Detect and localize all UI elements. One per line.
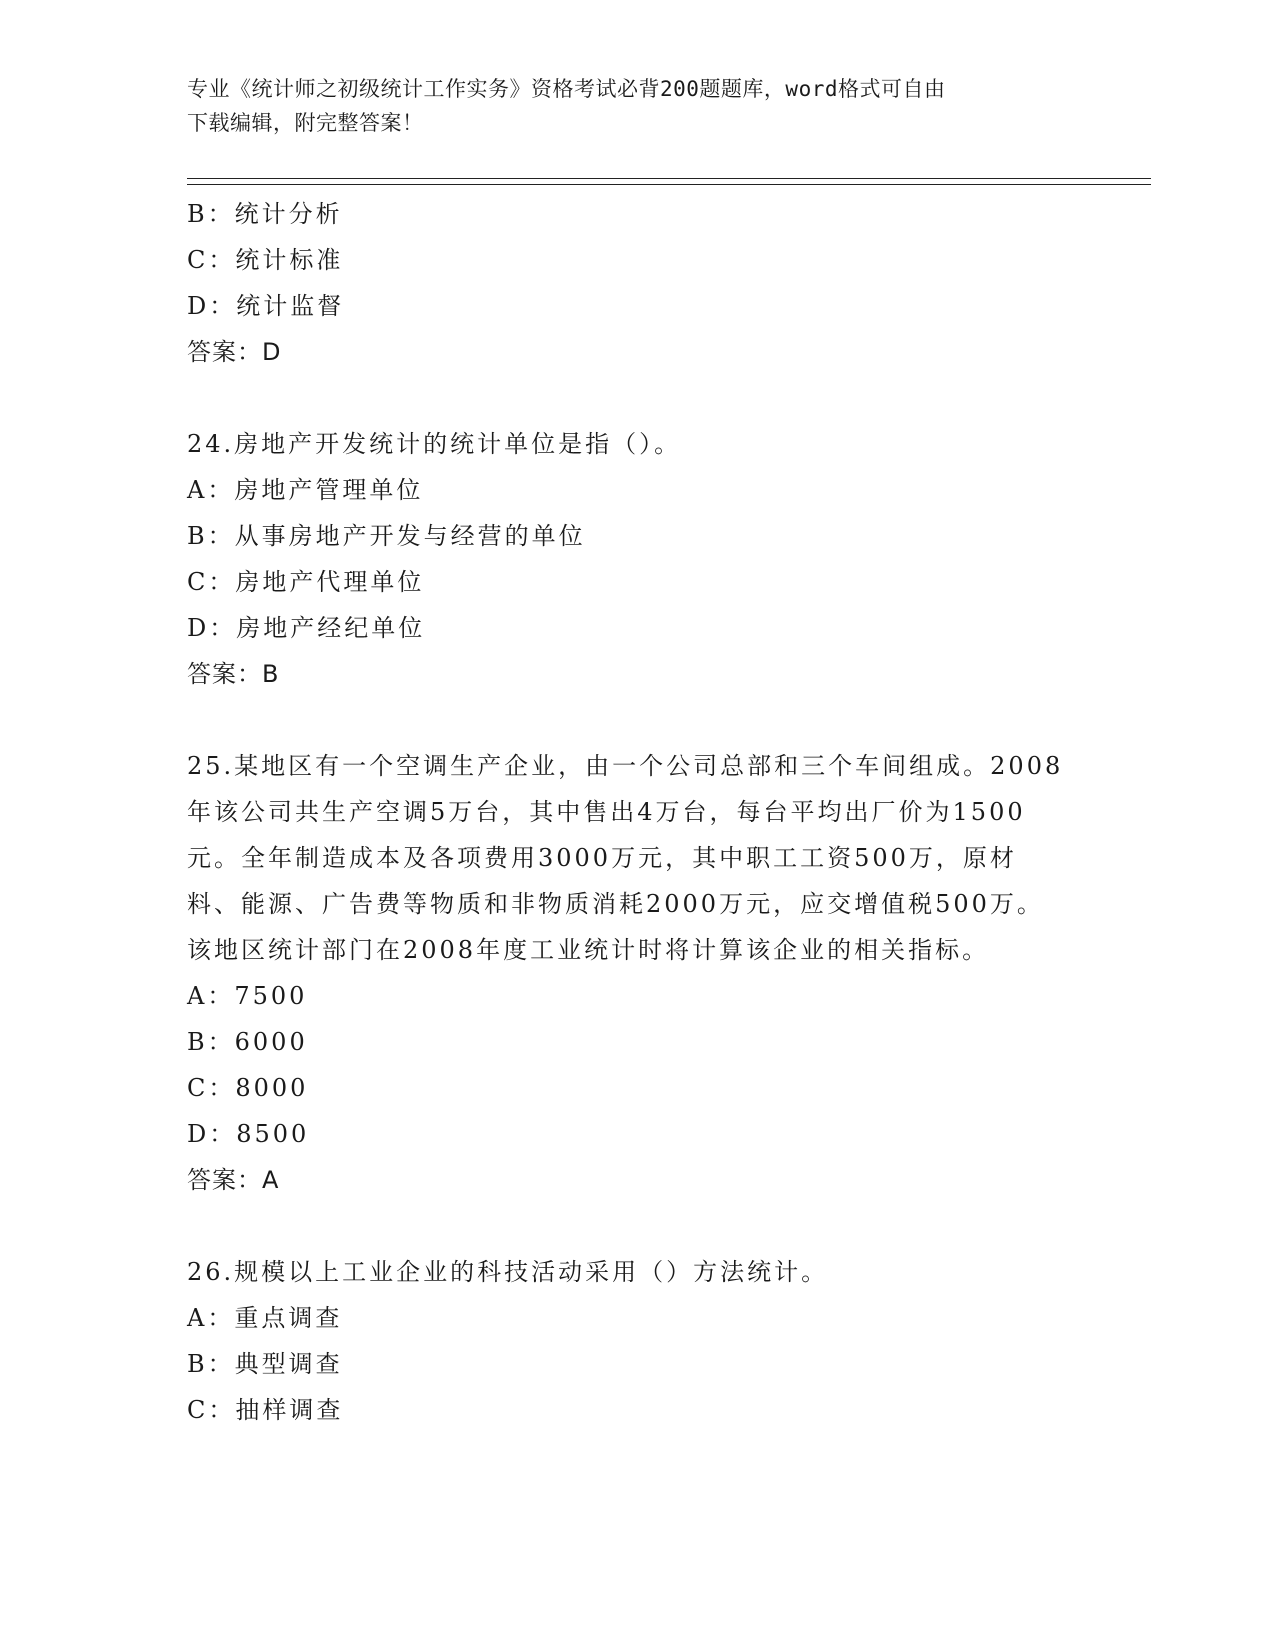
header-divider — [187, 178, 1151, 185]
spacer — [187, 697, 1067, 743]
spacer — [187, 1203, 1067, 1249]
question-25 — [187, 743, 1067, 1203]
option-d: D：统计监督 — [187, 292, 345, 320]
option-b: B：统计分析 — [187, 200, 343, 228]
option-a: A：7500 — [187, 982, 308, 1010]
option-b: B：从事房地产开发与经营的单位 — [187, 522, 586, 550]
header-line-2: 下载编辑，附完整答案！ — [187, 111, 424, 135]
question-26 — [187, 1249, 1067, 1433]
option-d: D：房地产经纪单位 — [187, 614, 426, 642]
option-b: B：6000 — [187, 1028, 308, 1056]
question-23-continued — [187, 191, 1067, 375]
header-line-1: 专业《统计师之初级统计工作实务》资格考试必背200题题库，word格式可自由 — [187, 77, 946, 101]
option-c: C：抽样调查 — [187, 1396, 344, 1424]
question-stem: 24.房地产开发统计的统计单位是指（）。 — [187, 430, 682, 458]
option-c: C：房地产代理单位 — [187, 568, 425, 596]
question-24 — [187, 421, 1067, 697]
spacer — [187, 375, 1067, 421]
option-a: A：房地产管理单位 — [187, 476, 424, 504]
document-header — [187, 72, 1067, 140]
option-c: C：8000 — [187, 1074, 309, 1102]
answer: 答案：B — [187, 660, 280, 688]
option-d: D：8500 — [187, 1120, 310, 1148]
answer: 答案：D — [187, 338, 282, 366]
question-stem: 25.某地区有一个空调生产企业，由一个公司总部和三个车间组成。2008年该公司共生产空调5万台，其中售出4万台，每台平均出厂价为1500元。全年制造成本及各项费用3000万元，其中职工工资500万，原材料、能源、广告费等物质和非物质消耗2000万元，应交增值税500万。该地区统计部门在2008年度工业统计时将计算该企业的相关指标。 — [187, 752, 1064, 964]
answer: 答案：A — [187, 1166, 280, 1194]
option-b: B：典型调查 — [187, 1350, 343, 1378]
option-c: C：统计标准 — [187, 246, 344, 274]
question-stem: 26.规模以上工业企业的科技活动采用（）方法统计。 — [187, 1258, 829, 1286]
question-content — [187, 191, 1067, 1433]
option-a: A：重点调查 — [187, 1304, 343, 1332]
